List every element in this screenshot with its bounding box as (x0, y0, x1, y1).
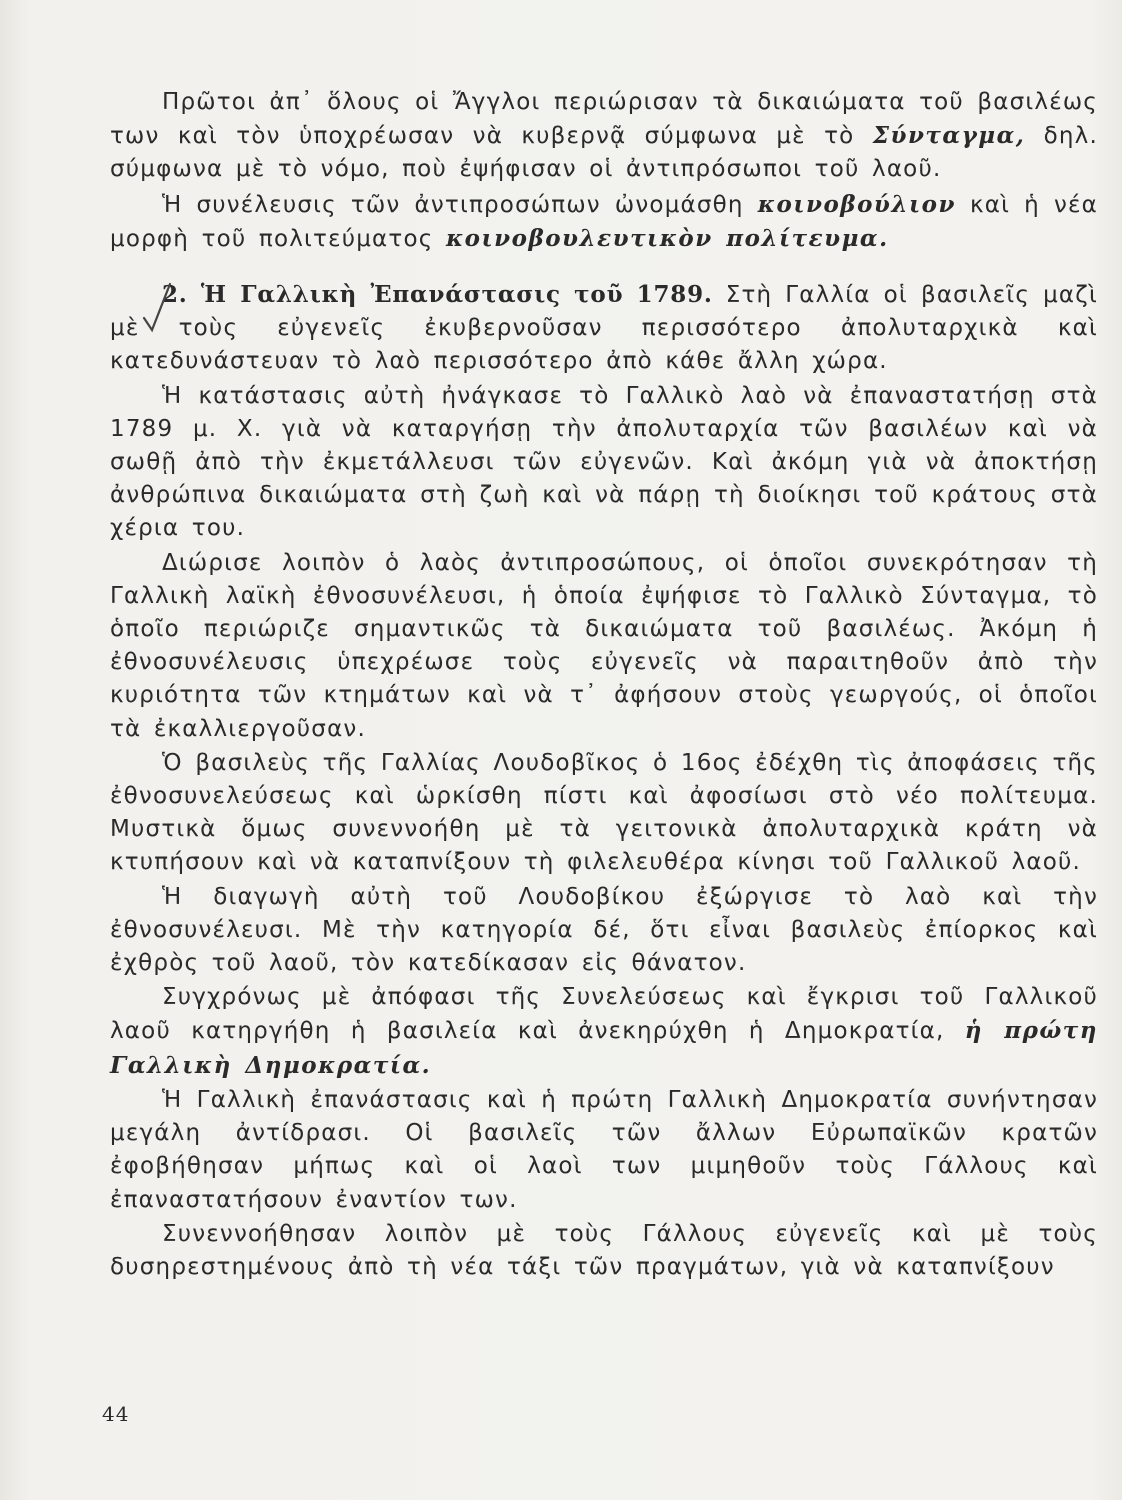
paragraph-p6 (110, 747, 1098, 880)
section-heading: 2. Ἡ Γαλλικὴ Ἐπανάστασις τοῦ 1789. (162, 281, 713, 309)
paragraph-p5 (110, 547, 1098, 746)
text-run: δηλ. σύμφωνα μὲ τὸ νόμο, ποὺ ἐψήφισαν οἱ ἀντιπρόσωποι τοῦ λαοῦ. (110, 123, 1098, 183)
text-run: Στὴ Γαλλία οἱ βασιλεῖς μαζὶ μὲ τοὺς εὐγενεῖς ἐκυβερνοῦσαν περισσότερο ἀπολυταρχικὰ καὶ κατεδυνάστευαν τὸ λαὸ περισσότερο ἀπὸ κάθε ἄλλη χώρα. (110, 282, 1098, 375)
text-run: Ἡ κατάστασις αὐτὴ ἠνάγκασε τὸ Γαλλικὸ λαὸ νὰ ἐπαναστατήσῃ στὰ 1789 μ. Χ. γιὰ νὰ καταργήσῃ τὴν ἀπολυταρχία τῶν βασιλέων καὶ νὰ σωθῇ ἀπὸ τὴν ἐκμετάλλευσι τῶν εὐγενῶν. Καὶ ἀκόμη γιὰ νὰ ἀποκτήσῃ ἀνθρώπινα δικαιώματα στὴ ζωὴ καὶ νὰ πάρῃ τὴ διοίκησι τοῦ κράτους στὰ χέρια του. (110, 382, 1098, 542)
text-run: Ὁ βασιλεὺς τῆς Γαλλίας Λουδοβῖκος ὁ 16ος ἐδέχθη τὶς ἀποφάσεις τῆς ἐθνοσυνελεύσεως καὶ ὡρκίσθη πίστι καὶ ἀφοσίωσι στὸ νέο πολίτευμα. Μυστικὰ ὅμως συνεννοήθη μὲ τὰ γειτονικὰ ἀπολυταρχικὰ κράτη νὰ κτυπήσουν καὶ νὰ καταπνίξουν τὴ φιλελευθέρα κίνησι τοῦ Γαλλικοῦ λαοῦ. (110, 749, 1098, 876)
paragraph-p9 (110, 1084, 1098, 1217)
text-run: Ἡ συνέλευσις τῶν ἀντιπροσώπων ὠνομάσθη (162, 191, 758, 218)
paragraph-p2 (110, 188, 1098, 256)
paragraph-p3-section-heading (110, 278, 1098, 379)
key-term: ἡ πρώτη Γαλλικὴ Δημοκρατία. (110, 1017, 1098, 1079)
text-body (110, 86, 1098, 1284)
paragraph-p8 (110, 981, 1098, 1083)
paragraph-p4 (110, 380, 1098, 546)
key-term: κοινοβουλευτικὸν πολίτευμα. (445, 224, 889, 252)
text-run: Πρῶτοι ἀπ᾽ ὅλους οἱ Ἄγγλοι περιώρισαν τὰ δικαιώματα τοῦ βασιλέως των καὶ τὸν ὑποχρέωσαν νὰ κυβερνᾷ σύμφωνα μὲ τὸ (110, 89, 1098, 150)
text-run: Διώρισε λοιπὸν ὁ λαὸς ἀντιπροσώπους, οἱ ὁποῖοι συνεκρότησαν τὴ Γαλλικὴ λαϊκὴ ἐθνοσυνέλευσι, ἡ ὁποία ἐψήφισε τὸ Γαλλικὸ Σύνταγμα, τὸ ὁποῖο περιώριζε σημαντικῶς τὰ δικαιώματα τοῦ βασιλέως. Ἀκόμη ἡ ἐθνοσυνέλευσις ὑπεχρέωσε τοὺς εὐγενεῖς νὰ παραιτηθοῦν ἀπὸ τὴν κυριότητα τῶν κτημάτων καὶ νὰ τ᾽ ἀφήσουν στοὺς γεωργούς, οἱ ὁποῖοι τὰ ἐκαλλιεργοῦσαν. (110, 549, 1098, 742)
text-run: Συνεννοήθησαν λοιπὸν μὲ τοὺς Γάλλους εὐγενεῖς καὶ μὲ τοὺς δυσηρεστημένους ἀπὸ τὴ νέα τάξι τῶν πραγμάτων, γιὰ νὰ καταπνίξουν (110, 1220, 1098, 1280)
page-number: 44 (102, 1402, 130, 1426)
paragraph-p1 (110, 86, 1098, 187)
key-term: Σύνταγμα, (872, 122, 1026, 150)
key-term: κοινοβούλιον (757, 190, 956, 218)
paragraph-p7 (110, 881, 1098, 981)
text-run: Ἡ διαγωγὴ αὐτὴ τοῦ Λουδοβίκου ἐξώργισε τὸ λαὸ καὶ τὴν ἐθνοσυνέλευσι. Μὲ τὴν κατηγορία δέ, ὅτι εἶναι βασιλεὺς ἐπίορκος καὶ ἐχθρὸς τοῦ λαοῦ, τὸν κατεδίκασαν εἰς θάνατον. (110, 883, 1098, 977)
paragraph-p10 (110, 1218, 1098, 1284)
text-run: Συγχρόνως μὲ ἀπόφασι τῆς Συνελεύσεως καὶ ἔγκρισι τοῦ Γαλλικοῦ λαοῦ κατηργήθη ἡ βασιλεία καὶ ἀνεκηρύχθη ἡ Δημοκρατία, (110, 984, 1098, 1045)
handwritten-check-mark-icon (140, 280, 180, 350)
text-run: καὶ ἡ νέα μορφὴ τοῦ πολιτεύματος (110, 191, 1099, 252)
text-run: Ἡ Γαλλικὴ ἐπανάστασις καὶ ἡ πρώτη Γαλλικὴ Δημοκρατία συνήντησαν μεγάλη ἀντίδρασι. Οἱ βασιλεῖς τῶν ἄλλων Εὐρωπαϊκῶν κρατῶν ἐφοβήθησαν μήπως καὶ οἱ λαοὶ των μιμηθοῦν τοὺς Γάλλους καὶ ἐπαναστατήσουν ἐναντίον των. (110, 1086, 1098, 1213)
